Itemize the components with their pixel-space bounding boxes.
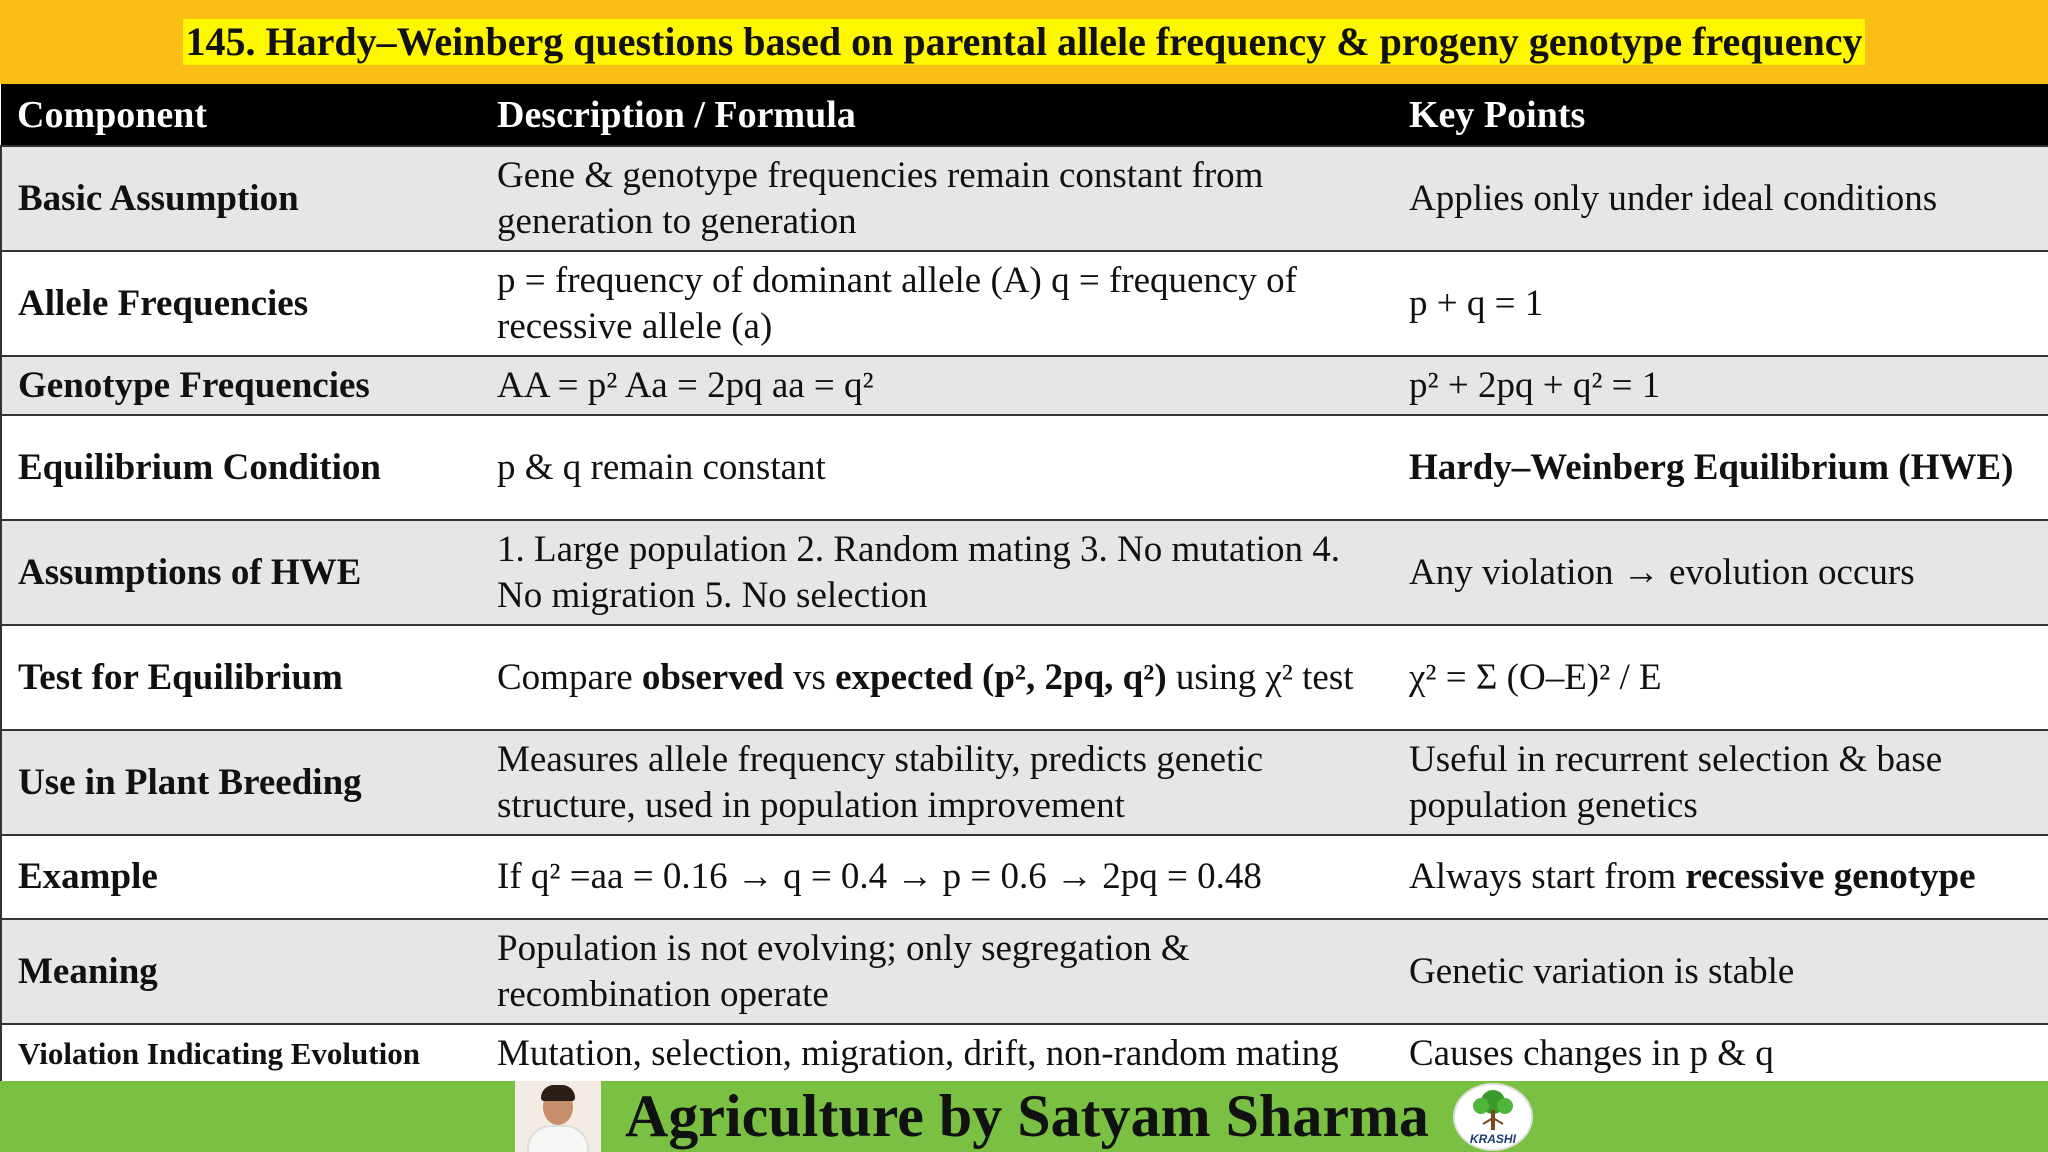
key-part: Always start from bbox=[1409, 856, 1686, 897]
row-key-points: Any violation → evolution occurs bbox=[1393, 520, 2048, 625]
desc-part-bold: observed bbox=[641, 656, 784, 698]
page-title: 145. Hardy–Weinberg questions based on parental allele frequency & progeny genotype frequency bbox=[185, 19, 1863, 64]
row-key-points: χ² = Σ (O–E)² / E bbox=[1393, 625, 2048, 730]
row-component: Allele Frequencies bbox=[1, 251, 481, 356]
hardy-weinberg-table bbox=[0, 84, 2048, 1084]
row-component: Genotype Frequencies bbox=[1, 356, 481, 415]
desc-part: Compare bbox=[497, 656, 642, 698]
row-component: Meaning bbox=[1, 919, 481, 1024]
table-row bbox=[1, 730, 2048, 835]
row-component: Basic Assumption bbox=[1, 146, 481, 251]
table-row bbox=[1, 919, 2048, 1024]
logo-text: KRASHI bbox=[1469, 1131, 1516, 1146]
table-row bbox=[1, 146, 2048, 251]
row-component: Example bbox=[1, 835, 481, 919]
table-row bbox=[1, 835, 2048, 919]
header-component: Component bbox=[17, 93, 208, 136]
row-description: p & q remain constant bbox=[481, 415, 1393, 520]
row-key-points bbox=[1393, 835, 2048, 919]
row-component: Equilibrium Condition bbox=[1, 415, 481, 520]
key-part-bold: recessive genotype bbox=[1685, 856, 1976, 897]
krashi-logo bbox=[1453, 1083, 1533, 1151]
row-component: Assumptions of HWE bbox=[1, 520, 481, 625]
row-description: Gene & genotype frequencies remain constant from generation to generation bbox=[481, 146, 1393, 251]
desc-part: vs bbox=[783, 656, 836, 698]
row-description: Population is not evolving; only segregation & recombination operate bbox=[481, 919, 1393, 1024]
row-description: If q² =aa = 0.16 → q = 0.4 → p = 0.6 → 2pq = 0.48 bbox=[481, 835, 1393, 919]
table-row bbox=[1, 520, 2048, 625]
table-row bbox=[1, 1024, 2048, 1083]
title-bar bbox=[0, 0, 2048, 84]
avatar bbox=[515, 1081, 601, 1152]
table-header-row bbox=[1, 84, 2048, 146]
table-row bbox=[1, 356, 2048, 415]
row-description: p = frequency of dominant allele (A) q = frequency of recessive allele (a) bbox=[481, 251, 1393, 356]
header-description: Description / Formula bbox=[497, 93, 856, 136]
tree-icon bbox=[1465, 1088, 1521, 1132]
table-row bbox=[1, 415, 2048, 520]
row-key-points: Useful in recurrent selection & base population genetics bbox=[1393, 730, 2048, 835]
row-key-points: p² + 2pq + q² = 1 bbox=[1393, 356, 2048, 415]
table-row bbox=[1, 251, 2048, 356]
row-description bbox=[481, 625, 1393, 730]
row-key-points: Applies only under ideal conditions bbox=[1393, 146, 2048, 251]
header-key-points: Key Points bbox=[1409, 93, 1586, 136]
row-key-points: Hardy–Weinberg Equilibrium (HWE) bbox=[1393, 415, 2048, 520]
row-description: 1. Large population 2. Random mating 3. No mutation 4. No migration 5. No selection bbox=[481, 520, 1393, 625]
row-key-points: Causes changes in p & q bbox=[1393, 1024, 2048, 1083]
row-component: Violation Indicating Evolution bbox=[1, 1024, 481, 1083]
row-description: Mutation, selection, migration, drift, non-random mating bbox=[481, 1024, 1393, 1083]
table-row bbox=[1, 625, 2048, 730]
footer-brand: Agriculture by Satyam Sharma bbox=[625, 1083, 1429, 1149]
row-key-points: Genetic variation is stable bbox=[1393, 919, 2048, 1024]
row-key-points: p + q = 1 bbox=[1393, 251, 2048, 356]
desc-part: using χ² test bbox=[1166, 656, 1354, 698]
row-description: Measures allele frequency stability, predicts genetic structure, used in population improvement bbox=[481, 730, 1393, 835]
desc-part-bold: expected (p², 2pq, q²) bbox=[835, 656, 1167, 698]
row-description: AA = p² Aa = 2pq aa = q² bbox=[481, 356, 1393, 415]
row-component: Use in Plant Breeding bbox=[1, 730, 481, 835]
footer-bar bbox=[0, 1081, 2048, 1152]
row-component: Test for Equilibrium bbox=[1, 625, 481, 730]
